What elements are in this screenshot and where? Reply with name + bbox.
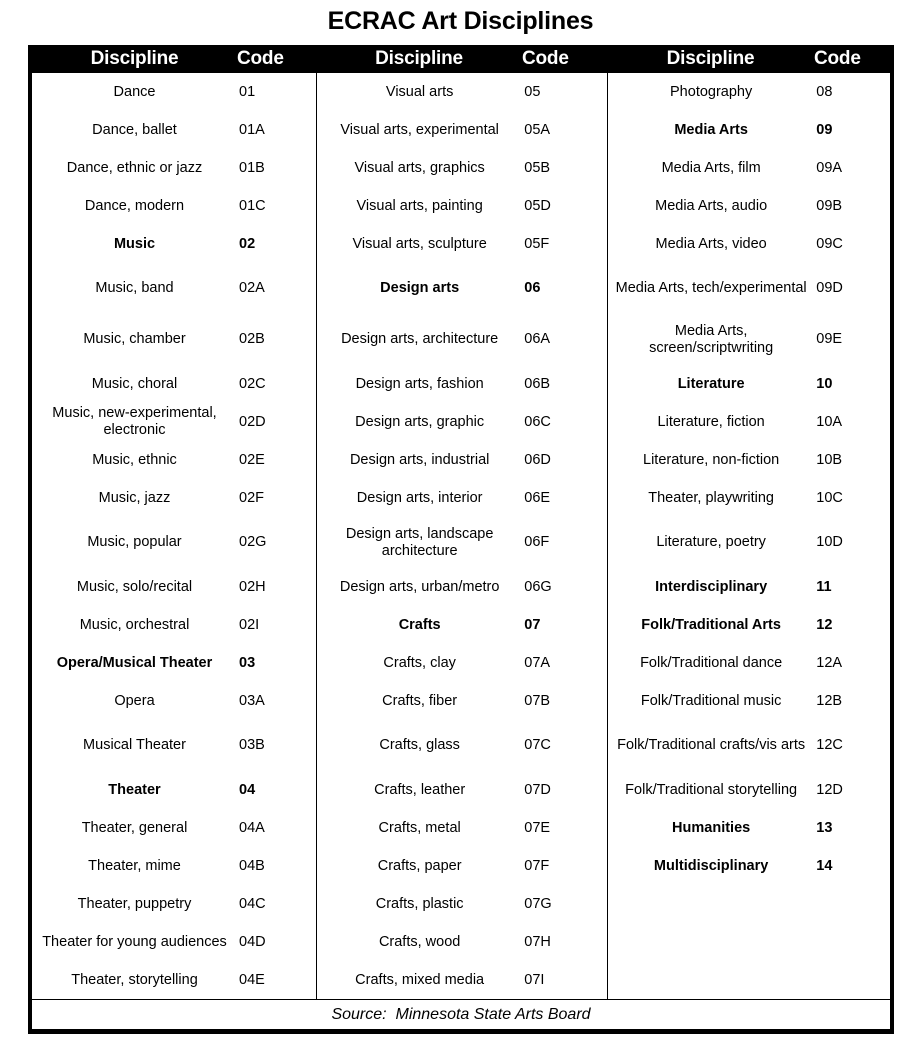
table-row: [608, 73, 890, 111]
table-row: [608, 568, 890, 606]
discipline-code: 09C: [816, 235, 843, 252]
table-row: [608, 606, 890, 644]
discipline-name: Dance, ballet: [92, 121, 177, 138]
table-row: [608, 771, 890, 809]
discipline-name: Musical Theater: [83, 737, 186, 753]
discipline-name: Folk/Traditional crafts/vis arts: [617, 737, 806, 753]
table-row: [317, 682, 607, 720]
page-title: ECRAC Art Disciplines: [327, 7, 594, 35]
discipline-code: 10B: [816, 451, 843, 468]
discipline-name: Music, choral: [91, 375, 178, 392]
discipline-name: Design arts, architecture: [341, 331, 499, 347]
table-row: [32, 682, 316, 720]
table-row: [608, 111, 890, 149]
discipline-name: Design arts, interior: [356, 489, 483, 506]
discipline-name: Literature, fiction: [657, 413, 765, 430]
discipline-name: Dance, modern: [84, 197, 185, 214]
discipline-name: Crafts: [398, 616, 441, 633]
table-row: [32, 771, 316, 809]
column-rows-1: [32, 73, 316, 999]
discipline-name: Opera/Musical Theater: [56, 654, 213, 671]
discipline-name: Media Arts, video: [655, 235, 767, 252]
column-block-1: [32, 73, 316, 999]
discipline-name: Crafts, wood: [378, 933, 461, 950]
discipline-code: 09B: [816, 197, 843, 214]
discipline-code: 03: [239, 654, 256, 671]
discipline-name: Literature, non-fiction: [643, 451, 780, 468]
column-block-3: [607, 73, 890, 999]
discipline-name: Theater, mime: [88, 857, 181, 874]
discipline-name: Visual arts, graphics: [354, 159, 485, 176]
discipline-name: Photography: [670, 83, 753, 100]
column-header-code-2: Code: [522, 48, 569, 69]
column-header-discipline-2: Discipline: [375, 48, 463, 69]
column-header-discipline-3: Discipline: [666, 48, 755, 69]
table-row: [608, 682, 890, 720]
discipline-name: Theater for young audiences: [42, 933, 227, 950]
source-row: [32, 999, 890, 1029]
table-row: [32, 961, 316, 999]
column-block-2: [316, 73, 607, 999]
table-row: [32, 923, 316, 961]
discipline-code: 07H: [524, 933, 551, 950]
discipline-code: 12B: [816, 692, 843, 709]
table-row: [32, 314, 316, 365]
discipline-code: 04C: [239, 895, 266, 912]
table-row: [32, 568, 316, 606]
discipline-name: Theater, general: [81, 819, 188, 836]
discipline-name: Crafts, glass: [379, 737, 460, 753]
discipline-name: Design arts, fashion: [355, 375, 484, 392]
table-row: [608, 225, 890, 263]
discipline-name: Music, solo/recital: [76, 578, 193, 595]
discipline-code: 05A: [524, 121, 551, 138]
discipline-name: Crafts, mixed media: [355, 971, 485, 988]
discipline-code: 02E: [239, 451, 265, 468]
discipline-code: 07G: [524, 895, 552, 912]
discipline-code: 01C: [239, 197, 266, 214]
discipline-code: 11: [816, 578, 832, 595]
discipline-code: 12: [816, 616, 833, 633]
discipline-code: 10A: [816, 413, 843, 430]
discipline-name: Music, ethnic: [92, 451, 177, 468]
table-row: [317, 720, 607, 771]
discipline-code: 07I: [524, 971, 545, 988]
table-row: [32, 149, 316, 187]
table-row: [608, 263, 890, 314]
discipline-code: 04A: [239, 819, 265, 836]
column-header-discipline-1: Discipline: [90, 48, 179, 69]
discipline-code: 04D: [239, 933, 266, 950]
table-row: [32, 606, 316, 644]
discipline-code: 06C: [524, 413, 551, 430]
table-row: [608, 149, 890, 187]
discipline-code: 10C: [816, 489, 843, 506]
table-row: [608, 187, 890, 225]
discipline-code: 01B: [239, 159, 265, 176]
table-row: [32, 73, 316, 111]
table-row: [317, 111, 607, 149]
discipline-name: Opera: [114, 692, 155, 709]
discipline-name: Music, popular: [87, 534, 182, 550]
table-row: [32, 847, 316, 885]
table-row: [608, 517, 890, 568]
source-note: Source: Minnesota State Arts Board: [331, 1005, 591, 1023]
discipline-name: Visual arts, experimental: [340, 121, 499, 138]
discipline-code: 07: [524, 616, 541, 633]
discipline-name: Crafts, clay: [383, 654, 456, 671]
discipline-name: Music, chamber: [83, 331, 186, 347]
table-row: [32, 885, 316, 923]
table-row: [317, 644, 607, 682]
column-header-code-1: Code: [237, 48, 284, 69]
table-row: [317, 149, 607, 187]
discipline-name: Visual arts, painting: [356, 197, 483, 214]
table-row: [608, 809, 890, 847]
discipline-name: Crafts, paper: [377, 857, 462, 874]
table-row: [317, 479, 607, 517]
table-row: [317, 771, 607, 809]
table-row: [317, 403, 607, 441]
discipline-code: 06G: [524, 578, 552, 595]
discipline-code: 04: [239, 781, 256, 798]
discipline-code: 10D: [816, 534, 843, 550]
table-row: [317, 441, 607, 479]
discipline-name: Interdisciplinary: [655, 578, 768, 595]
discipline-code: 02G: [239, 534, 267, 550]
discipline-code: 02: [239, 235, 256, 252]
discipline-code: 12A: [816, 654, 843, 671]
discipline-code: 06B: [524, 375, 551, 392]
discipline-code: 07F: [524, 857, 550, 874]
table-row: [608, 314, 890, 365]
discipline-code: 06E: [524, 489, 551, 506]
table-row: [32, 263, 316, 314]
discipline-code: 03B: [239, 737, 265, 753]
table-row: [32, 644, 316, 682]
table-row: [317, 517, 607, 568]
discipline-code: 14: [816, 857, 833, 874]
table-row: [317, 568, 607, 606]
discipline-name: Music, new-experimental, electronic: [52, 405, 217, 438]
discipline-name: Visual arts, sculpture: [352, 235, 487, 252]
table-row: [317, 225, 607, 263]
discipline-code: 06A: [524, 331, 551, 347]
discipline-name: Design arts, urban/metro: [339, 578, 500, 595]
discipline-name: Folk/Traditional music: [640, 692, 782, 709]
discipline-code: 09E: [816, 331, 843, 347]
discipline-name: Literature, poetry: [656, 534, 766, 550]
discipline-code: 01: [239, 83, 256, 100]
discipline-name: Visual arts: [385, 83, 454, 100]
column-rows-3: [608, 73, 890, 885]
table-row: [608, 720, 890, 771]
discipline-name: Media Arts, film: [661, 159, 761, 176]
table-row: [608, 479, 890, 517]
table-row: [32, 517, 316, 568]
discipline-code: 02D: [239, 413, 266, 430]
discipline-name: Media Arts, tech/experimental: [615, 280, 807, 296]
table-header-row: [32, 45, 890, 73]
disciplines-table: [28, 45, 894, 1034]
table-row: [317, 314, 607, 365]
discipline-code: 05D: [524, 197, 551, 214]
table-row: [608, 847, 890, 885]
discipline-code: 13: [816, 819, 833, 836]
discipline-code: 12D: [816, 781, 843, 798]
discipline-name: Humanities: [672, 819, 751, 836]
discipline-name: Music: [113, 235, 156, 252]
table-row: [32, 809, 316, 847]
discipline-code: 02C: [239, 375, 266, 392]
discipline-code: 02I: [239, 616, 260, 633]
discipline-name: Music, jazz: [98, 489, 171, 506]
discipline-name: Theater, playwriting: [648, 489, 774, 506]
table-row: [317, 809, 607, 847]
table-row: [608, 365, 890, 403]
discipline-name: Multidisciplinary: [653, 857, 769, 874]
discipline-code: 02F: [239, 489, 264, 506]
discipline-code: 09D: [816, 280, 843, 296]
table-row: [608, 403, 890, 441]
discipline-name: Music, orchestral: [79, 616, 190, 633]
discipline-name: Music, band: [95, 280, 174, 296]
table-row: [317, 263, 607, 314]
discipline-code: 07E: [524, 819, 551, 836]
discipline-name: Crafts, plastic: [375, 895, 464, 912]
discipline-code: 06: [524, 280, 541, 296]
discipline-name: Design arts: [380, 280, 460, 296]
discipline-code: 01A: [239, 121, 265, 138]
discipline-name: Folk/Traditional Arts: [641, 616, 781, 633]
discipline-name: Design arts, industrial: [349, 451, 490, 468]
discipline-code: 12C: [816, 737, 843, 753]
discipline-code: 05B: [524, 159, 551, 176]
table-row: [317, 885, 607, 923]
discipline-code: 09: [816, 121, 833, 138]
table-row: [317, 606, 607, 644]
table-row: [317, 365, 607, 403]
discipline-name: Crafts, leather: [374, 781, 466, 798]
table-row: [317, 73, 607, 111]
discipline-code: 08: [816, 83, 833, 100]
table-row: [32, 720, 316, 771]
table-row: [32, 403, 316, 441]
table-row: [32, 479, 316, 517]
discipline-code: 02A: [239, 280, 265, 296]
discipline-name: Design arts, landscape architecture: [345, 525, 494, 559]
table-row: [317, 961, 607, 999]
discipline-code: 04B: [239, 857, 265, 874]
discipline-code: 06F: [524, 534, 550, 550]
discipline-code: 05F: [524, 235, 550, 252]
discipline-name: Crafts, metal: [378, 819, 461, 836]
discipline-name: Theater, storytelling: [71, 971, 198, 988]
discipline-code: 07A: [524, 654, 551, 671]
table-row: [317, 923, 607, 961]
discipline-name: Media Arts: [674, 121, 748, 138]
discipline-code: 04E: [239, 971, 265, 988]
discipline-name: Crafts, fiber: [382, 692, 458, 709]
discipline-code: 09A: [816, 159, 843, 176]
discipline-code: 03A: [239, 692, 265, 709]
discipline-name: Media Arts, screen/scriptwriting: [649, 322, 774, 356]
table-row: [32, 187, 316, 225]
discipline-code: 02B: [239, 331, 265, 347]
table-body: [32, 73, 890, 999]
discipline-name: Design arts, graphic: [355, 413, 485, 430]
discipline-code: 05: [524, 83, 541, 100]
discipline-code: 10: [816, 375, 833, 392]
column-rows-2: [317, 73, 607, 999]
table-row: [32, 111, 316, 149]
discipline-name: Dance, ethnic or jazz: [66, 159, 203, 176]
discipline-code: 07C: [524, 737, 551, 753]
discipline-name: Theater: [108, 781, 161, 798]
column-header-code-3: Code: [814, 48, 861, 69]
discipline-name: Theater, puppetry: [77, 895, 192, 912]
discipline-code: 06D: [524, 451, 551, 468]
discipline-name: Media Arts, audio: [655, 197, 768, 214]
table-row: [32, 225, 316, 263]
table-row: [608, 441, 890, 479]
table-row: [317, 847, 607, 885]
discipline-code: 02H: [239, 578, 266, 595]
discipline-name: Folk/Traditional storytelling: [625, 781, 798, 798]
table-row: [32, 441, 316, 479]
table-row: [317, 187, 607, 225]
discipline-name: Folk/Traditional dance: [640, 654, 783, 671]
discipline-code: 07D: [524, 781, 551, 798]
discipline-code: 07B: [524, 692, 551, 709]
table-row: [32, 365, 316, 403]
table-row: [608, 644, 890, 682]
discipline-name: Dance: [113, 83, 156, 100]
discipline-name: Literature: [677, 375, 745, 392]
